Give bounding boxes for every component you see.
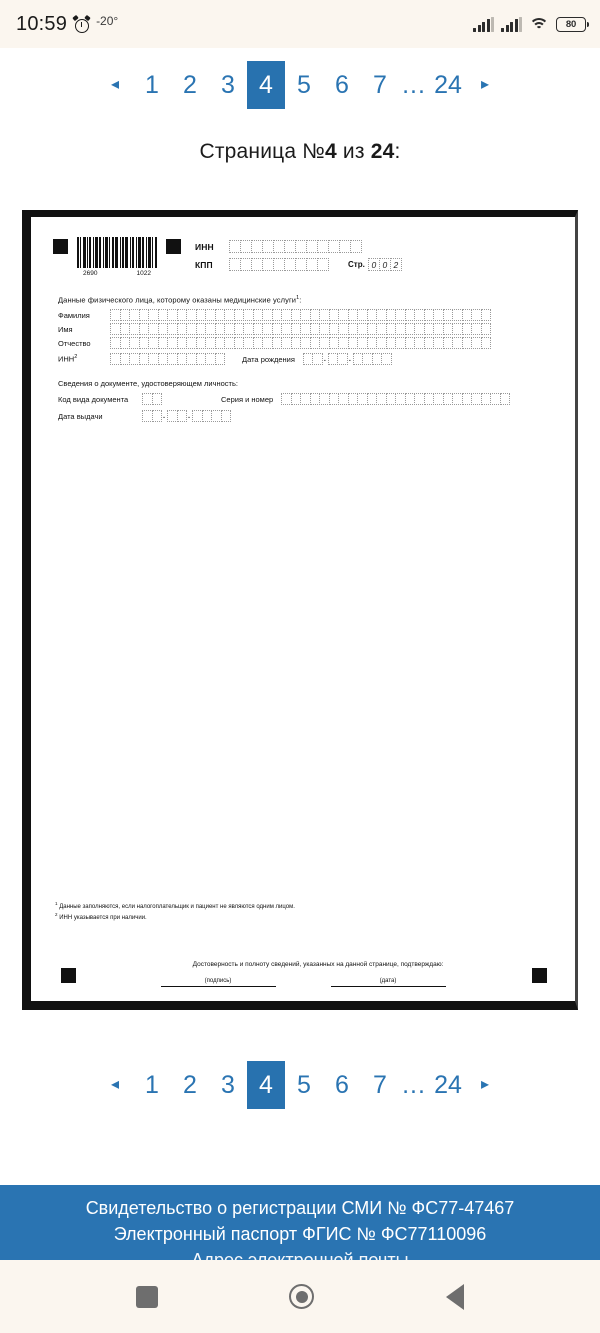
inn2-birthdate-row (53, 353, 557, 365)
barcode (77, 237, 157, 277)
footnote-1-text: Данные заполняются, если налогоплательщик и пациент не являются одним лицом. (59, 904, 295, 910)
circle-home-icon[interactable] (289, 1284, 314, 1309)
issue-date-label: Дата выдачи (58, 411, 103, 421)
triangle-back-icon[interactable] (446, 1284, 464, 1310)
pagination-bottom-page-5[interactable]: 5 (297, 1070, 311, 1099)
series-number-label: Серия и номер (221, 394, 274, 404)
pagination-page-6[interactable]: 6 (335, 70, 349, 99)
surname-row (53, 309, 557, 321)
footnote-2 (55, 912, 295, 923)
inn-field-row (195, 240, 401, 253)
issue-date-cells: . . (142, 410, 230, 422)
firstname-cells (110, 323, 490, 335)
inn-cells (229, 240, 361, 253)
inn2-cells (110, 353, 224, 365)
doc-kind-row (53, 393, 557, 405)
pagination-page-last[interactable]: 24 (434, 70, 462, 99)
kpp-field-row (195, 258, 401, 271)
pagination-prev-button[interactable]: ◂ (110, 76, 120, 93)
document-header (53, 239, 557, 277)
pagination-bottom-prev-button[interactable]: ◂ (110, 1076, 120, 1093)
corner-marker-square-bottomright (532, 968, 547, 983)
pagination-bottom-page-3[interactable]: 3 (221, 1070, 235, 1099)
footer-line-2: Электронный паспорт ФГИС № ФС77110096 (113, 1224, 487, 1245)
corner-marker-square-topleft (53, 239, 68, 254)
pagination-page-5[interactable]: 5 (297, 70, 311, 99)
pagination-page-2[interactable]: 2 (183, 70, 197, 99)
pagination-bottom-page-last[interactable]: 24 (434, 1070, 462, 1099)
signature-row (45, 978, 561, 988)
footer-line-1: Свидетельство о регистрации СМИ № ФС77-47467 (85, 1198, 515, 1218)
kpp-label: КПП (195, 259, 213, 270)
pagination-bottom-page-2[interactable]: 2 (183, 1070, 197, 1099)
confirmation-text: Достоверность и полноту сведений, указанных на данной странице, подтверждаю: (192, 960, 444, 968)
issue-date-row (53, 410, 557, 422)
status-time: 10:59 (16, 12, 68, 35)
footnote-1 (55, 901, 295, 912)
square-recents-icon[interactable] (136, 1286, 158, 1308)
barcode-numbers (77, 270, 157, 277)
date-line (331, 986, 446, 988)
page-number-label: Стр. (348, 260, 365, 269)
footnote-2-text: ИНН указывается при наличии. (59, 915, 147, 921)
pagination-next-button[interactable]: ▸ (480, 76, 490, 93)
document-footnotes (55, 901, 295, 923)
signature-block (161, 978, 276, 988)
person-section-title-text: Данные физического лица, которому оказаны медицинские услуги (58, 295, 297, 304)
id-section-title: Сведения о документе, удостоверяющем личность: (58, 379, 238, 388)
signature-caption: (подпись) (204, 977, 232, 984)
signal-bars-icon (473, 17, 494, 32)
page-content (0, 48, 600, 1122)
document-scan-wrapper[interactable] (0, 170, 600, 1010)
pagination-bottom-next-button[interactable]: ▸ (480, 1076, 490, 1093)
pagination-bottom-page-4-active[interactable]: 4 (247, 1061, 285, 1109)
site-footer (0, 1185, 600, 1260)
pagination-page-7[interactable]: 7 (373, 70, 387, 99)
pagination-bottom-page-6[interactable]: 6 (335, 1070, 349, 1099)
status-temperature: -20° (96, 14, 119, 28)
page-title-prefix: Страница № (199, 140, 325, 163)
page-title-middle: из (336, 140, 371, 163)
page-title-suffix: : (394, 140, 401, 163)
birthdate-cells: . . (303, 353, 391, 365)
pagination-page-4-active[interactable]: 4 (247, 61, 285, 109)
page-number-cells (368, 258, 401, 271)
battery-percent: 80 (565, 18, 577, 30)
android-nav-bar (0, 1260, 600, 1333)
patronymic-row (53, 337, 557, 349)
document-page (31, 217, 575, 1001)
pagination-bottom-page-7[interactable]: 7 (373, 1070, 387, 1099)
page-title (0, 122, 600, 170)
firstname-label: Имя (58, 324, 73, 334)
pagination-page-1[interactable]: 1 (145, 70, 159, 99)
patronymic-cells (110, 337, 490, 349)
pagination-bottom-page-1[interactable]: 1 (145, 1070, 159, 1099)
inn2-footnote-marker: 2 (74, 354, 78, 361)
inn2-label-text: ИНН (58, 354, 75, 364)
person-section-footnote-marker: 1 (296, 294, 300, 301)
status-bar (0, 0, 600, 48)
barcode-number-left: 2690 (83, 269, 98, 277)
page-digit-2: 0 (379, 258, 391, 271)
barcode-bars (77, 237, 157, 268)
signal-bars-icon-2 (501, 17, 522, 32)
document-scan-image[interactable] (22, 210, 578, 1010)
pagination-page-3[interactable]: 3 (221, 70, 235, 99)
patronymic-label: Отчество (58, 338, 91, 348)
kpp-cells (229, 258, 328, 271)
footnote-1-marker: 1 (55, 901, 58, 906)
battery-icon (556, 17, 586, 32)
pagination-bottom-ellipsis: ... (402, 1070, 426, 1099)
status-bar-right (473, 17, 586, 32)
corner-marker-square-topmid (166, 239, 181, 254)
wifi-icon (529, 17, 549, 32)
pagination-ellipsis: ... (402, 70, 426, 99)
doc-kind-cells (142, 393, 161, 405)
signature-line (161, 986, 276, 988)
alarm-clock-icon (73, 16, 90, 33)
footnote-2-marker: 2 (55, 912, 58, 917)
surname-cells (110, 309, 490, 321)
person-section-title: Данные физического лица, которому оказаны медицинские услуги$^1$: (58, 294, 302, 304)
surname-label: Фамилия (58, 310, 90, 320)
page-digit-1: 0 (368, 258, 380, 271)
document-header-fields (195, 239, 401, 276)
page-digit-3: 2 (390, 258, 402, 271)
page-title-total: 24 (370, 140, 395, 163)
page-title-current: 4 (325, 140, 337, 163)
pagination-bottom (0, 1048, 600, 1122)
series-number-cells (281, 393, 509, 405)
date-caption: (дата) (379, 977, 397, 984)
inn2-label (58, 354, 110, 364)
date-block (331, 978, 446, 988)
inn-label: ИНН (195, 241, 214, 252)
status-bar-left (16, 13, 118, 36)
pagination-top (0, 48, 600, 122)
doc-kind-label: Код вида документа (58, 394, 129, 404)
birthdate-label: Дата рождения (242, 354, 295, 364)
corner-marker-square-bottomleft (61, 968, 76, 983)
barcode-number-right: 1022 (136, 269, 151, 277)
firstname-row (53, 323, 557, 335)
document-confirmation (31, 961, 575, 988)
